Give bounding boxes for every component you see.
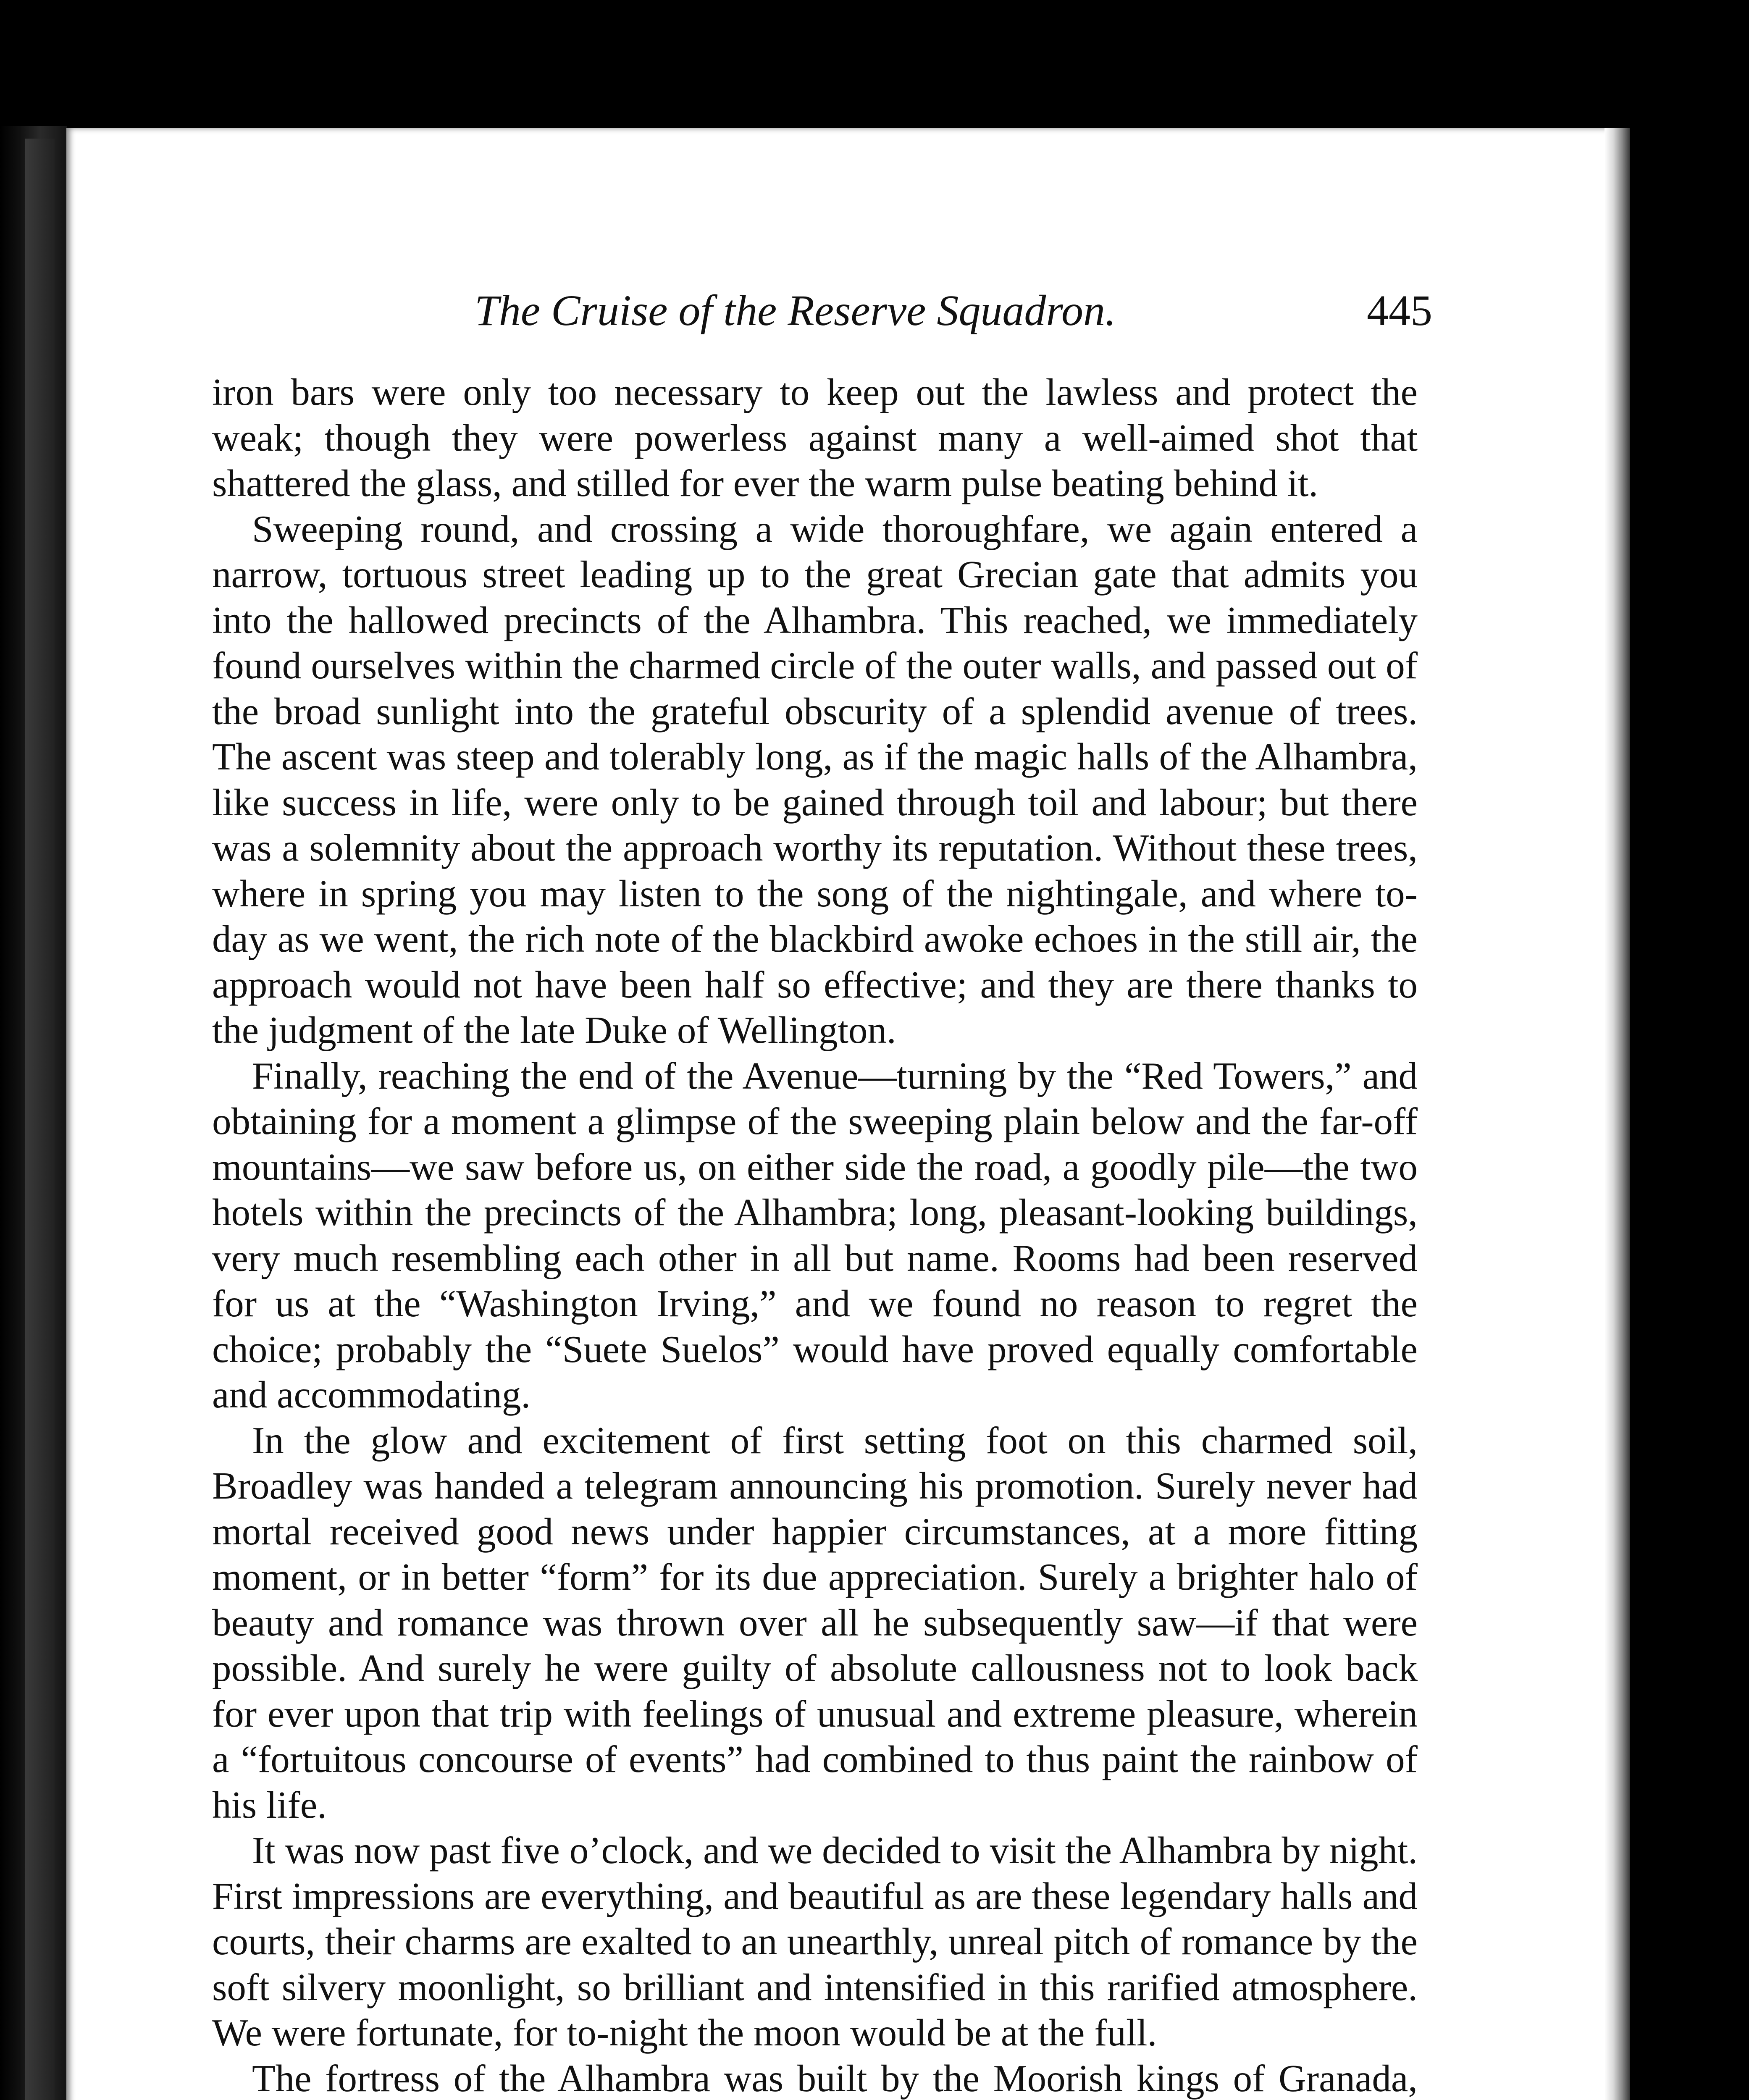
body-text bbox=[212, 370, 1418, 2100]
paragraph: Sweeping round, and crossing a wide thoroughfare, we again entered a narrow, tortuous street leading up to the great Grecian gate that admits you into the hallowed precincts of the Alhambra. This reached, we immediately found ourselves within the charmed circle of the outer walls, and passed out of the broad sunlight into the grateful obscurity of a splendid avenue of trees. The ascent was steep and tolerably long, as if the magic halls of the Alhambra, like success in life, were only to be gained through toil and labour; but there was a solemnity about the approach worthy its reputation. Without these trees, where in spring you may listen to the song of the nightingale, and where to-day as we went, the rich note of the blackbird awoke echoes in the still air, the approach would not have been half so effective; and they are there thanks to the judgment of the late Duke of Wellington. bbox=[212, 507, 1418, 1051]
running-header bbox=[466, 286, 1432, 349]
paragraph: It was now past five o’clock, and we decided to visit the Alhambra by night. First impressions are everything, and beautiful as are these legendary halls and courts, their charms are exalted to an unearthly, unreal pitch of romance by the soft silvery moonlight, so brilliant and intensified in this rarified atmosphere. We were fortunate, for to-night the moon would be at the full. bbox=[212, 1829, 1418, 2054]
page-number: 445 bbox=[1367, 286, 1432, 335]
running-title: The Cruise of the Reserve Squadron. bbox=[475, 286, 1116, 335]
paragraph: The fortress of the Alhambra was built by the Moorish kings of Granada, bbox=[252, 2057, 1418, 2100]
paragraph: Finally, reaching the end of the Avenue—turning by the “Red Towers,” and obtaining for a moment a glimpse of the sweeping plain below and the far-off mountains—we saw before us, on either side the road, a goodly pile—the two hotels within the precincts of the Alhambra; long, pleasant-looking buildings, very much resembling each other in all but name. Rooms had been reserved for us at the “Washington Irving,” and we found no reason to regret the choice; probably the “Suete Suelos” would have proved equally comfortable and accommodating. bbox=[212, 1054, 1418, 1416]
page-right-edge bbox=[1605, 128, 1630, 2100]
paragraph: In the glow and excitement of first setting foot on this charmed soil, Broadley was handed a telegram announcing his promotion. Surely never had mortal received good news under happier circumstances, at a more fitting moment, or in better “form” for its due appreciation. Surely a brighter halo of beauty and romance was thrown over all he subsequently saw—if that were possible. And surely he were guilty of absolute callousness not to look back for ever upon that trip with feelings of unusual and extreme pleasure, wherein a “fortuitous concourse of events” had combined to thus paint the rainbow of his life. bbox=[212, 1419, 1418, 1826]
paragraph: iron bars were only too necessary to keep out the lawless and protect the weak; though they were powerless against many a well-aimed shot that shattered the glass, and stilled for ever the warm pulse beating behind it. bbox=[212, 371, 1418, 504]
previous-page-strip bbox=[25, 139, 55, 2100]
